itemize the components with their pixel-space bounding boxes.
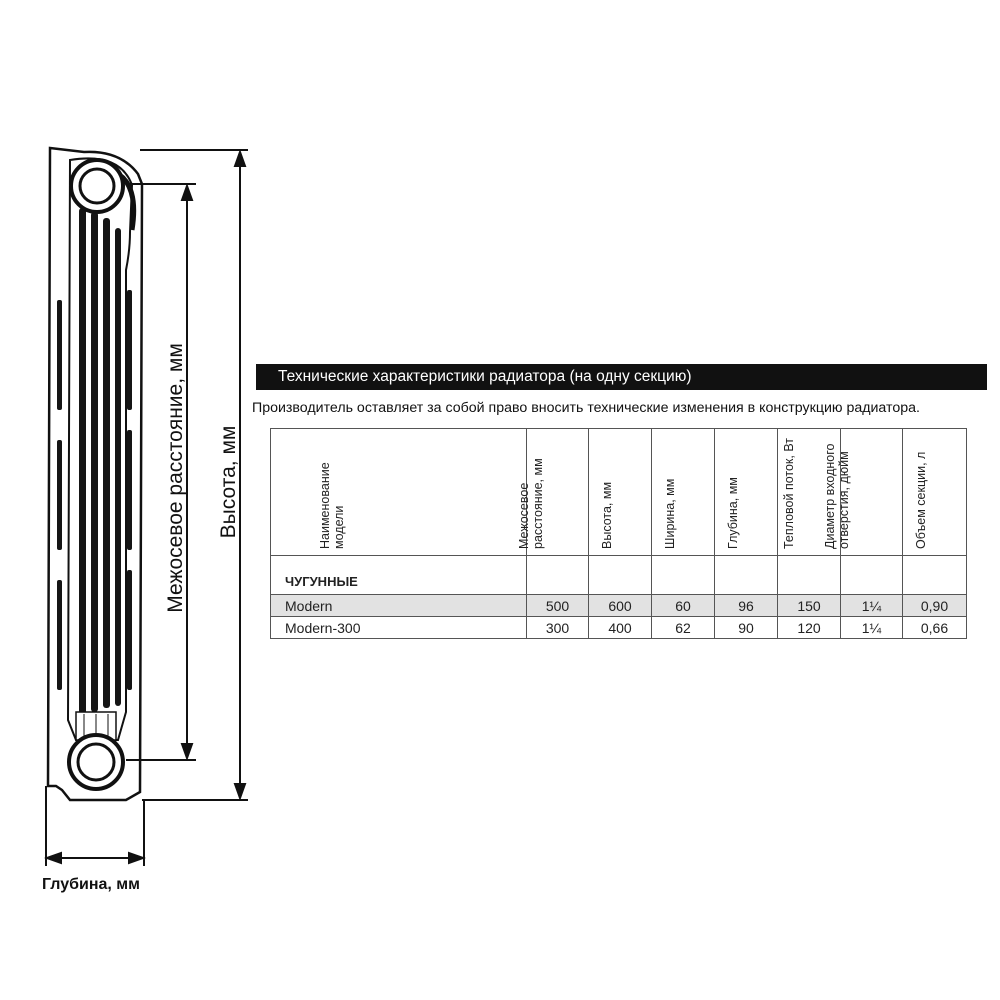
volume-cell: 0,90 [903,595,967,617]
width-cell: 62 [652,617,715,639]
bottom-nipple [69,712,123,789]
depth-cell: 96 [715,595,778,617]
diameter-cell: 1¼ [841,595,903,617]
table-header-row [271,429,967,556]
diameter-cell: 1¼ [841,617,903,639]
spec-table [270,428,967,639]
spec-title-bar: Технические характеристики радиатора (на одну секцию) [256,364,987,390]
column-header-center-distance: Межосевое расстояние, мм [527,429,589,556]
depth-label: Глубина, мм [42,876,140,893]
model-cell: Modern [271,595,527,617]
volume-cell: 0,66 [903,617,967,639]
center-distance-cell: 500 [527,595,589,617]
column-header-diameter: Диаметр входного отверстия, дюйм [841,429,903,556]
table-group-row [271,556,967,595]
height-cell: 600 [589,595,652,617]
radiator-section-drawing [0,0,250,900]
heat-flow-cell: 120 [778,617,841,639]
center-distance-cell: 300 [527,617,589,639]
column-header-width: Ширина, мм [652,429,715,556]
table-row [271,595,967,617]
column-header-model: Наименование модели [271,429,527,556]
depth-cell: 90 [715,617,778,639]
column-header-heat-flow: Тепловой поток, Вт [778,429,841,556]
width-cell: 60 [652,595,715,617]
center-distance-label-text: Межосевое расстояние, мм [164,343,187,613]
height-cell: 400 [589,617,652,639]
top-nipple [71,160,123,212]
group-label: ЧУГУННЫЕ [271,556,527,595]
column-header-depth: Глубина, мм [715,429,778,556]
height-label-text: Высота, мм [217,425,240,539]
column-header-height: Высота, мм [589,429,652,556]
heat-flow-cell: 150 [778,595,841,617]
column-header-volume: Объем секции, л [903,429,967,556]
manufacturer-notice: Производитель оставляет за собой право вносить технические изменения в конструкцию радиатора. [252,400,920,416]
table-row [271,617,967,639]
model-cell: Modern-300 [271,617,527,639]
